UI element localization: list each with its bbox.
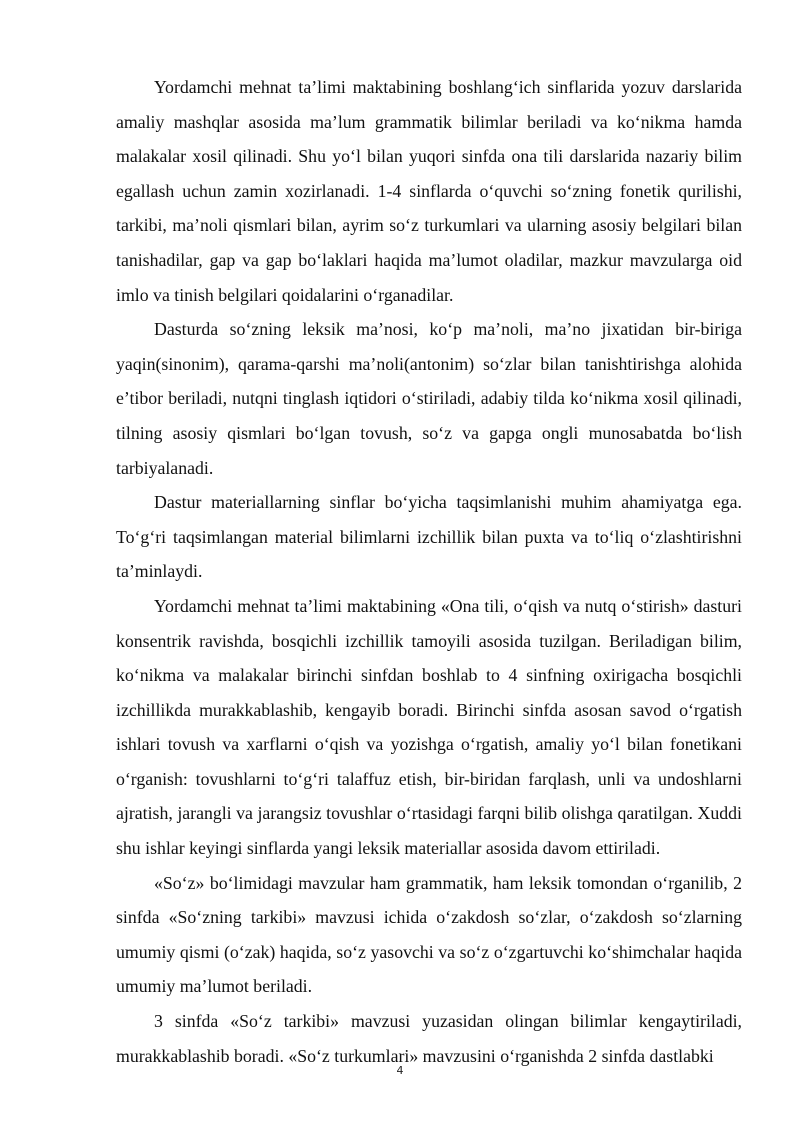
paragraph-6: 3 sinfda «So‘z tarkibi» mavzusi yuzasidan olingan bilimlar kengaytiriladi, murakkablashib boradi. «So‘z turkumlari» mavzusini o‘rganishda 2 sinfda dastlabki	[116, 1011, 742, 1066]
paragraph-4: Yordamchi mehnat ta’limi maktabining «Ona tili, o‘qish va nutq o‘stirish» dasturi konsentrik ravishda, bosqichli izchillik tamoyili asosida tuzilgan. Beriladigan bilim, ko‘nikma va malakalar birinchi sinfdan boshlab to 4 sinfning oxirigacha bosqichli izchillikda murakkablashib, kengayib boradi. Birinchi sinfda asosan savod o‘rgatish ishlari tovush va xarflarni o‘qish va yozishga o‘rgatish, amaliy yo‘l bilan fonetikani o‘rganish: tovushlarni to‘g‘ri talaffuz etish, bir-biridan farqlash, unli va undoshlarni ajratish, jarangli va jarangsiz tovushlar o‘rtasidagi farqni bilib olishga qaratilgan. Xuddi shu ishlar keyingi sinflarda yangi leksik materiallar asosida davom ettiriladi.	[116, 595, 742, 859]
paragraph-1: Yordamchi mehnat ta’limi maktabining boshlang‘ich sinflarida yozuv darslarida amaliy mashqlar asosida ma’lum grammatik bilimlar beriladi va ko‘nikma hamda malakalar xosil qilinadi. Shu yo‘l bilan yuqori sinfda ona tili darslarida nazariy bilim egallash uchun zamin xozirlanadi. 1-4 sinflarda o‘quvchi so‘zning fonetik qurilishi, tarkibi, ma’noli qismlari bilan, ayrim so‘z turkumlari va ularning asosiy belgilari bilan tanishadilar, gap va gap bo‘laklari haqida ma’lumot oladilar, mazkur mavzularga oid imlo va tinish belgilari qoidalarini o‘rganadilar.	[116, 77, 742, 305]
paragraph-3: Dastur materiallarning sinflar bo‘yicha taqsimlanishi muhim ahamiyatga ega. To‘g‘ri taqsimlangan material bilimlarni izchillik bilan puxta va to‘liq o‘zlashtirishni ta’minlaydi.	[116, 492, 742, 582]
document-body	[116, 70, 742, 1073]
paragraph-2: Dasturda so‘zning leksik ma’nosi, ko‘p ma’noli, ma’no jixatidan bir-biriga yaqin(sinonim), qarama-qarshi ma’noli(antonim) so‘zlar bilan tanishtirishga alohida e’tibor beriladi, nutqni tinglash iqtidori o‘stiriladi, adabiy tilda ko‘nikma xosil qilinadi, tilning asosiy qismlari bo‘lgan tovush, so‘z va gapga ongli munosabatda bo‘lish tarbiyalanadi.	[116, 319, 742, 478]
paragraph-5: «So‘z» bo‘limidagi mavzular ham grammatik, ham leksik tomondan o‘rganilib, 2 sinfda «So‘zning tarkibi» mavzusi ichida o‘zakdosh so‘zlar, o‘zakdosh so‘zlarning umumiy qismi (o‘zak) haqida, so‘z yasovchi va so‘z o‘zgartuvchi ko‘shimchalar haqida umumiy ma’lumot beriladi.	[116, 872, 742, 997]
page-number: 4	[396, 1064, 404, 1077]
